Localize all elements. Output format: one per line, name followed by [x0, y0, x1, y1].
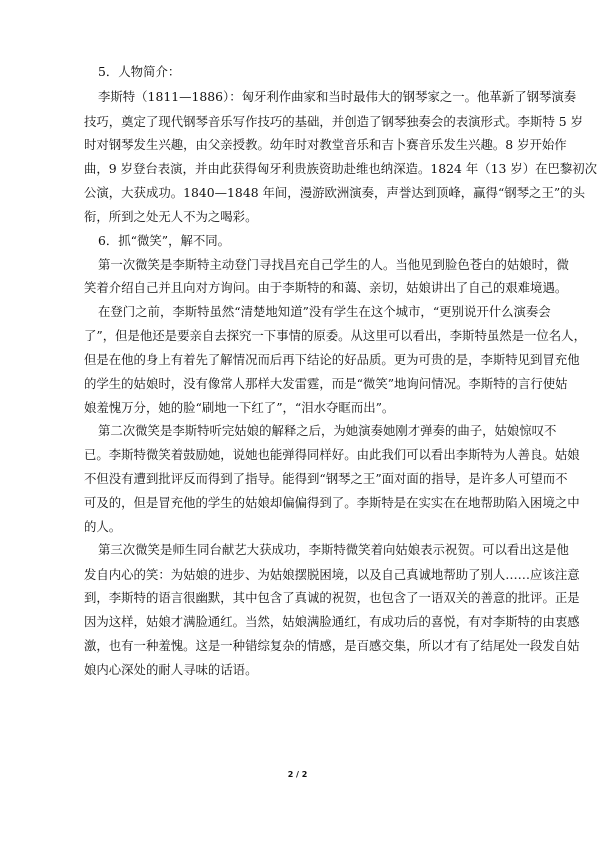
text-line: 娘内心深处的耐人寻味的话语。	[84, 662, 258, 677]
text-line: 笑着介绍自己并且向对方询问。由于李斯特的和蔼、亲切，姑娘讲出了自己的艰难境遇。	[84, 280, 568, 295]
text-line: 可及的，但是冒充他的学生的姑娘却偏偏得到了。李斯特是在实实在在地帮助陷入困境之中	[84, 495, 580, 510]
text-line: 到，李斯特的语言很幽默，其中包含了真诚的祝贺，也包含了一语双关的善意的批评。正是	[84, 590, 580, 605]
text-line: 已。李斯特微笑着鼓励她，说她也能弹得同样好。由此我们可以看出李斯特为人善良。姑娘	[84, 447, 580, 462]
text-line: 时对钢琴发生兴趣，由父亲授教。幼年时对教堂音乐和吉卜赛音乐发生兴趣。8 岁开始作	[84, 137, 567, 152]
text-line: 曲，9 岁登台表演，并由此获得匈牙利贵族资助赴维也纳深造。1824 年（13 岁）在巴黎初次	[84, 161, 597, 176]
text-line: 技巧，奠定了现代钢琴音乐写作技巧的基础，并创造了钢琴独奏会的表演形式。李斯特 5 岁	[84, 114, 583, 129]
text-line: 第二次微笑是李斯特听完姑娘的解释之后，为她演奏她刚才弹奏的曲子，姑娘惊叹不	[98, 423, 557, 438]
text-line: 衔，所到之处无人不为之喝彩。	[84, 209, 258, 224]
text-line: 6．抓“微笑”，解不同。	[98, 233, 231, 248]
text-line: 但是在他的身上有着先了解情况而后再下结论的好品质。更为可贵的是，李斯特见到冒充他	[84, 352, 580, 367]
text-line: 了”，但是他还是要亲自去探究一下事情的原委。从这里可以看出，李斯特虽然是一位名人，	[84, 328, 586, 343]
text-line: 激，也有一种羞愧。这是一种错综复杂的情感，是百感交集，所以才有了结尾处一段发自姑	[84, 638, 580, 653]
text-line: 公演，大获成功。1840—1848 年间，漫游欧洲演奏，声誉达到顶峰，赢得“钢琴之王”的头	[84, 185, 585, 200]
page-number: 2 / 2	[287, 770, 308, 779]
text-line: 因为这样，姑娘才满脸通红。当然，姑娘满脸通红，有成功后的喜悦，有对李斯特的由衷感	[84, 614, 580, 629]
text-line: 在登门之前，李斯特虽然“清楚地知道”没有学生在这个城市，“更别说开什么演奏会	[98, 304, 551, 319]
text-line: 5．人物简介：	[98, 64, 181, 79]
text-line: 第一次微笑是李斯特主动登门寻找昌充自己学生的人。当他见到脸色苍白的姑娘时，微	[98, 257, 569, 272]
text-line: 娘羞愧万分，她的脸“刷地一下红了”，“泪水夺眶而出”。	[84, 400, 395, 415]
text-line: 发自内心的笑：为姑娘的进步、为姑娘摆脱困境，以及自己真诚地帮助了别人……应该注意	[84, 567, 580, 582]
text-line: 的学生的姑娘时，没有像常人那样大发雷霆，而是“微笑”地询问情况。李斯特的言行使姑	[84, 376, 568, 391]
text-line: 李斯特（1811—1886）：匈牙利作曲家和当时最伟大的钢琴家之一。他革新了钢琴演奏	[98, 89, 577, 104]
text-line: 不但没有遭到批评反而得到了指导。能得到“钢琴之王”面对面的指导，是许多人可望而不	[84, 471, 568, 486]
text-line: 第三次微笑是师生同台献艺大获成功，李斯特微笑着向姑娘表示祝贺。可以看出这是他	[98, 542, 569, 557]
text-line: 的人。	[84, 519, 122, 534]
